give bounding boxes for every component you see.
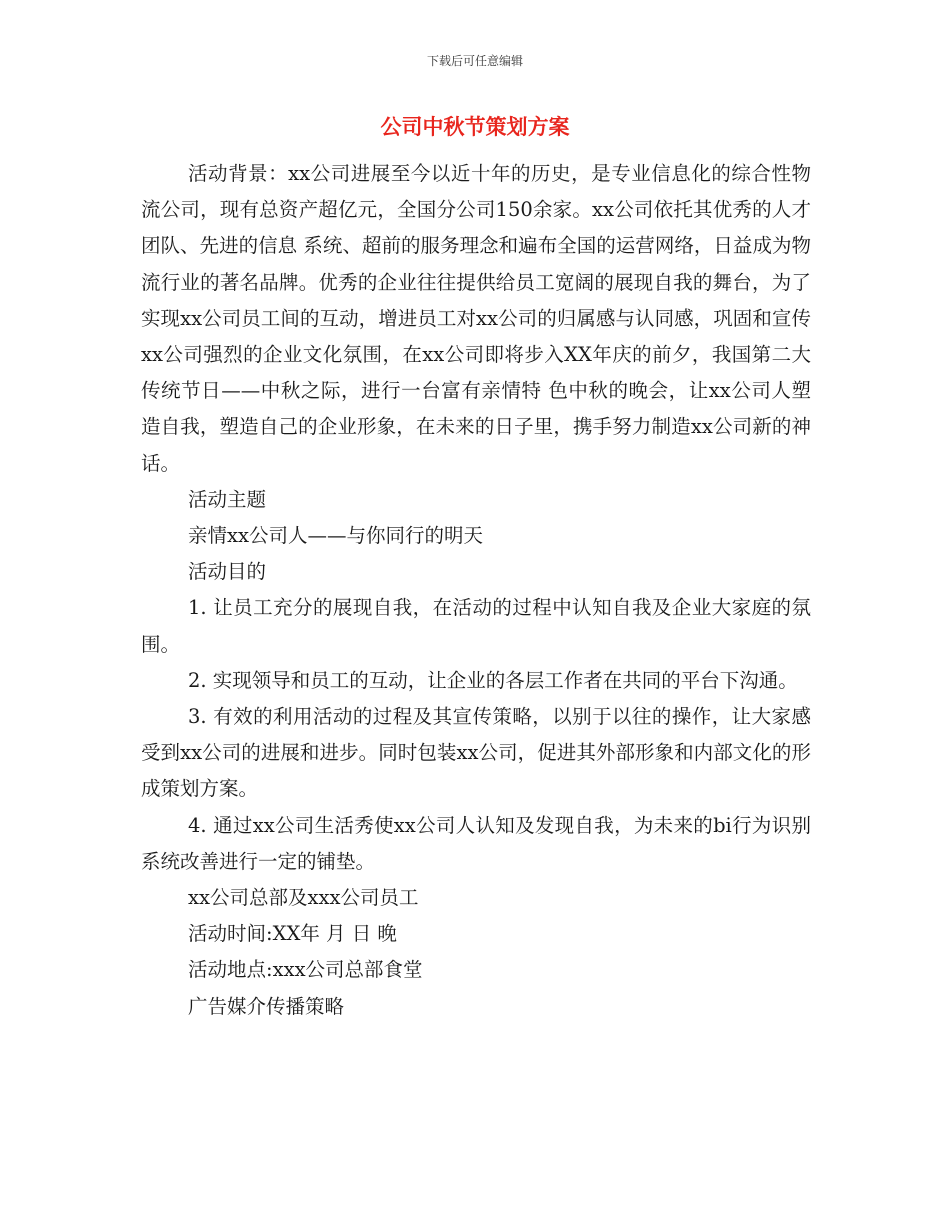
heading-activity-theme: 活动主题 bbox=[188, 487, 267, 511]
list-item-purpose-4: 4. 通过xx公司生活秀使xx公司人认知及发现自我，为未来的bi行为识别系统改善进行一定的铺垫。 bbox=[141, 813, 811, 873]
paragraph-theme-text: 亲情xx公司人——与你同行的明天 bbox=[188, 524, 483, 548]
list-item-purpose-1: 1. 让员工充分的展现自我，在活动的过程中认知自我及企业大家庭的氛围。 bbox=[141, 596, 811, 656]
paragraph-activity-location: 活动地点:xxx公司总部食堂 bbox=[188, 958, 423, 982]
document-title: 公司中秋节策划方案 bbox=[380, 115, 570, 139]
paragraph-background: 活动背景：xx公司进展至今以近十年的历史，是专业信息化的综合性物流公司，现有总资产超亿元，全国分公司150余家。xx公司依托其优秀的人才团队、先进的信息 系统、超前的服务理念和遍布全国的运营网络，日益成为物流行业的著名品牌。优秀的企业往往提供给员工宽阔的展现自我的舞台，为了实现xx公司员工间的互动，增进员工对xx公司的归属感与认同感，巩固和宣传xx公司强烈的企业文化氛围，在xx公司即将步入XX年庆的前夕，我国第二大传统节日——中秋之际，进行一台富有亲情特 色中秋的晚会，让xx公司人塑造自我，塑造自己的企业形象，在未来的日子里，携手努力制造xx公司新的神话。 bbox=[141, 162, 811, 475]
paragraph-participants: xx公司总部及xxx公司员工 bbox=[188, 886, 419, 910]
document-body bbox=[141, 156, 811, 1025]
page-header-note: 下载后可任意编辑 bbox=[426, 54, 523, 68]
paragraph-activity-time: 活动时间:XX年 月 日 晚 bbox=[188, 922, 397, 946]
list-item-purpose-3: 3. 有效的利用活动的过程及其宣传策略，以别于以往的操作，让大家感受到xx公司的进展和进步。同时包装xx公司，促进其外部形象和内部文化的形成策划方案。 bbox=[141, 705, 811, 801]
list-item-purpose-2: 2. 实现领导和员工的互动，让企业的各层工作者在共同的平台下沟通。 bbox=[188, 668, 798, 692]
heading-media-strategy: 广告媒介传播策略 bbox=[188, 994, 345, 1018]
heading-activity-purpose: 活动目的 bbox=[188, 560, 267, 584]
